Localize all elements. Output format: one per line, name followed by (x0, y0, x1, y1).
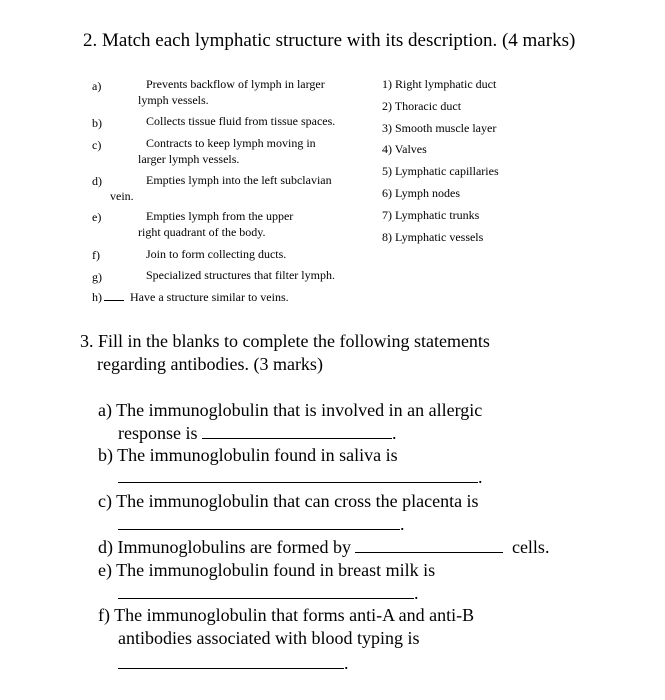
statement-d-text: d) Immunoglobulins are formed by (98, 537, 351, 557)
answer-option-6: 6) Lymph nodes (382, 186, 460, 200)
answer-option-4: 4) Valves (382, 142, 427, 156)
item-d-desc-line1: Empties lymph into the left subclavian (146, 173, 332, 187)
item-e-letter: e) (92, 210, 102, 224)
statement-f-period: . (344, 653, 349, 673)
item-f-desc-line1: Join to form collecting ducts. (146, 247, 287, 261)
statement-c-period: . (400, 514, 405, 534)
item-g-desc-line1: Specialized structures that filter lymph. (146, 268, 335, 282)
blank-c[interactable] (118, 515, 400, 530)
item-f-letter: f) (92, 248, 100, 262)
statement-b-blank-row (118, 466, 483, 488)
answer-option-7: 7) Lymphatic trunks (382, 208, 480, 222)
question-3-title-line1: 3. Fill in the blanks to complete the following statements (80, 331, 490, 351)
statement-f-line1: f) The immunoglobulin that forms anti-A and anti-B (98, 605, 475, 625)
item-b-desc-line1: Collects tissue fluid from tissue spaces. (146, 114, 336, 128)
item-a-desc-line1: Prevents backflow of lymph in larger (146, 77, 325, 91)
item-g-letter: g) (92, 270, 102, 284)
item-c-letter: c) (92, 138, 102, 152)
item-e-desc-line2: right quadrant of the body. (138, 225, 266, 239)
statement-c-blank-row (118, 513, 405, 535)
statement-b-line1: b) The immunoglobulin found in saliva is (98, 445, 398, 465)
statement-a-line1: a) The immunoglobulin that is involved in an allergic (98, 400, 483, 420)
statement-d-line1 (98, 536, 549, 558)
blank-f[interactable] (118, 654, 344, 669)
blank-d[interactable] (355, 538, 503, 553)
item-h-blank[interactable] (104, 290, 124, 301)
statement-f-line2: antibodies associated with blood typing is (118, 628, 420, 648)
item-c-desc-line1: Contracts to keep lymph moving in (146, 136, 316, 150)
item-h-row (92, 290, 289, 305)
answer-option-3: 3) Smooth muscle layer (382, 121, 497, 135)
statement-e-line1: e) The immunoglobulin found in breast milk is (98, 560, 436, 580)
question-2-title: 2. Match each lymphatic structure with its description. (4 marks) (83, 30, 576, 51)
answer-option-2: 2) Thoracic duct (382, 99, 462, 113)
answer-option-5: 5) Lymphatic capillaries (382, 164, 499, 178)
answer-option-8: 8) Lymphatic vessels (382, 230, 484, 244)
statement-c-line1: c) The immunoglobulin that can cross the placenta is (98, 491, 479, 511)
statement-d-suffix: cells. (511, 537, 550, 557)
statement-e-period: . (414, 583, 419, 603)
statement-a-line2 (118, 422, 397, 444)
item-h-letter: h) (92, 290, 102, 304)
item-a-desc-line2: lymph vessels. (138, 93, 209, 107)
item-a-letter: a) (92, 79, 102, 93)
answer-option-1: 1) Right lymphatic duct (382, 77, 497, 91)
statement-a-text: response is (118, 423, 198, 443)
item-e-desc-line1: Empties lymph from the upper (146, 209, 294, 223)
item-d-letter: d) (92, 174, 102, 188)
statement-f-blank-row (118, 652, 349, 674)
question-3-title-line2: regarding antibodies. (3 marks) (97, 354, 323, 374)
statement-e-blank-row (118, 582, 419, 604)
item-b-letter: b) (92, 116, 102, 130)
statement-a-period: . (392, 423, 397, 443)
blank-b[interactable] (118, 468, 478, 483)
statement-b-period: . (478, 467, 483, 487)
blank-e[interactable] (118, 584, 414, 599)
blank-a[interactable] (202, 424, 392, 439)
item-d-desc-line2: vein. (110, 189, 134, 203)
item-h-desc-line1: Have a structure similar to veins. (130, 290, 289, 304)
item-c-desc-line2: larger lymph vessels. (138, 152, 240, 166)
